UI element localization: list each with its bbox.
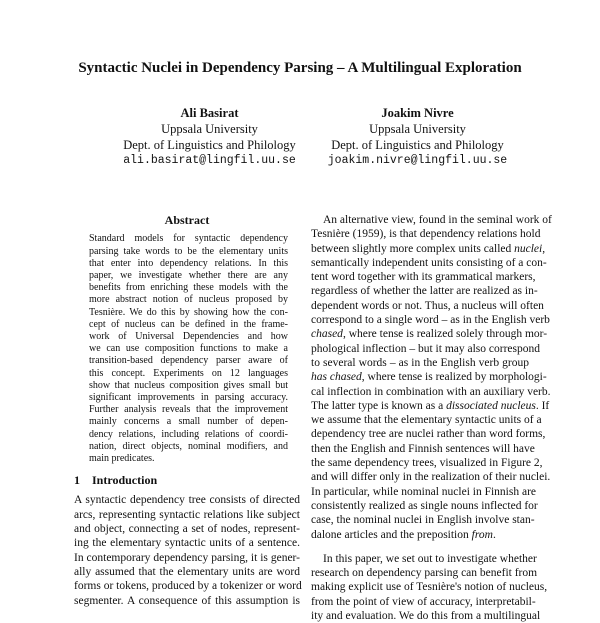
author-name: Joakim Nivre — [381, 106, 454, 120]
text-line: dency relations, including relations of coordi- — [89, 428, 288, 440]
text-line: and object, connecting a set of nodes, represent- — [74, 523, 300, 536]
abstract-body — [74, 233, 300, 465]
text-line: mainly concerns a small number of depen- — [89, 416, 288, 428]
text-line: A syntactic dependency tree consists of directed — [74, 494, 300, 507]
text-line: to several words – as in the English verb group — [311, 356, 529, 369]
text-line: parsing take words to be the elementary units — [89, 245, 288, 257]
text-line: In this paper, we set out to investigate whether — [323, 552, 537, 565]
text-line: forms or tokens, produced by a tokenizer or word — [74, 580, 302, 593]
text-line: main predicates. — [89, 452, 155, 464]
text-line: arcs, representing syntactic relations like subject — [74, 508, 300, 521]
text-line: paper, we investigate whether there are any — [89, 269, 288, 281]
text-line: tent word together with its grammatical markers, — [311, 271, 536, 284]
text-line: nation, direct objects, nominal modifiers, and — [89, 440, 288, 452]
text-line: from the point of view of accuracy, interpretabil- — [311, 595, 536, 608]
text-line: dalone articles and the preposition from. — [311, 528, 496, 541]
text-line: the same dependency trees, visualized in Figure 2, — [311, 457, 543, 470]
text-line: this concept. Experiments on 12 languages — [89, 367, 288, 379]
text-line: cept of nucleus can be defined in the frame- — [89, 318, 288, 330]
text-line: research on dependency parsing can benefit from — [311, 567, 538, 580]
text-line: ity and evaluation. We do this from a multilingual — [311, 610, 541, 623]
author-block-2 — [300, 105, 535, 169]
section-heading — [74, 473, 300, 487]
left-column — [74, 213, 300, 608]
text-line: cal inflection in combination with an auxiliary verb. — [311, 385, 551, 398]
text-line: we assume that the elementary syntactic units of a — [311, 414, 542, 427]
text-line: Further analysis reveals that the improvement — [89, 404, 288, 416]
author-name: Ali Basirat — [180, 106, 239, 120]
text-line: ally assumed that the elementary units are word — [74, 565, 300, 578]
text-line: more abstract notion of nucleus proposed by — [89, 294, 288, 306]
text-line: between slightly more complex units called nuclei, — [311, 242, 546, 255]
text-line: dependency tree are nuclei rather than word forms, — [311, 428, 546, 441]
text-line: making explicit use of Tesnière's notion of nucleus, — [311, 581, 548, 594]
section-title: Introduction — [92, 473, 158, 488]
author-email: joakim.nivre@lingfil.uu.se — [327, 154, 508, 167]
author-block-1 — [92, 105, 327, 169]
text-line: then the English and Finnish sentences will have — [311, 442, 535, 455]
text-line: regardless of whether the latter are realized as in- — [311, 285, 538, 298]
text-line: Tesnière (1959), is that dependency relations hold — [311, 228, 541, 241]
right-column — [311, 213, 552, 623]
text-line: In particular, while nominal nuclei in Finnish are — [311, 485, 537, 498]
section-number: 1 — [74, 473, 80, 488]
text-line: phological inflection – but it may also correspond — [311, 342, 540, 355]
abstract-heading: Abstract — [164, 213, 210, 227]
text-line: The latter type is known as a dissociated nucleus. If — [311, 399, 550, 412]
text-line: segmenter. A consequence of this assumption is — [74, 594, 300, 607]
paper-title: Syntactic Nuclei in Dependency Parsing – A Multilingual Exploration — [78, 60, 522, 76]
text-line: chased, where tense is realized solely through mor- — [311, 328, 548, 341]
text-line: show that nucleus composition gives small but — [89, 379, 288, 391]
text-line: In contemporary dependency parsing, it is gener- — [74, 551, 300, 564]
text-line: and will differ only in the realization of their nuclei. — [311, 471, 551, 484]
paragraph-alternative-view — [311, 213, 552, 542]
text-line: correspond to a single word – as in the English verb — [311, 314, 550, 327]
text-line: Standard models for syntactic dependency — [89, 233, 288, 245]
text-line: dependent words or not. Thus, a nucleus will often — [311, 299, 544, 312]
author-affiliation: Uppsala University — [161, 122, 258, 136]
text-line: we can use composition functions to make a — [89, 343, 288, 355]
text-line: has chased, where tense is realized by morphologi- — [311, 371, 547, 384]
text-line: work of Universal Dependencies and how — [89, 330, 288, 342]
text-line: transition-based dependency parser aware of — [89, 355, 288, 367]
text-line: semantically independent units consisting of a con- — [311, 256, 547, 269]
paragraph-this-paper — [311, 552, 548, 623]
author-email: ali.basirat@lingfil.uu.se — [123, 154, 296, 167]
text-line: Tesnière. We do this by showing how the con- — [89, 306, 288, 318]
author-department: Dept. of Linguistics and Philology — [123, 138, 296, 152]
text-line: An alternative view, found in the seminal work of — [323, 214, 552, 226]
text-line: case, the nominal nuclei in English involve stan- — [311, 514, 535, 527]
intro-paragraph — [74, 493, 300, 607]
text-line: benefits from enriching these models with the — [89, 282, 288, 294]
text-line: consistently realized as single nouns inflected for — [311, 499, 538, 512]
author-affiliation: Uppsala University — [369, 122, 466, 136]
text-line: that enter into dependency relations. In this — [89, 257, 288, 269]
author-department: Dept. of Linguistics and Philology — [331, 138, 504, 152]
text-line: ing the elementary syntactic units of a sentence. — [74, 537, 300, 550]
text-line: significant improvements in parsing accuracy. — [89, 391, 288, 403]
